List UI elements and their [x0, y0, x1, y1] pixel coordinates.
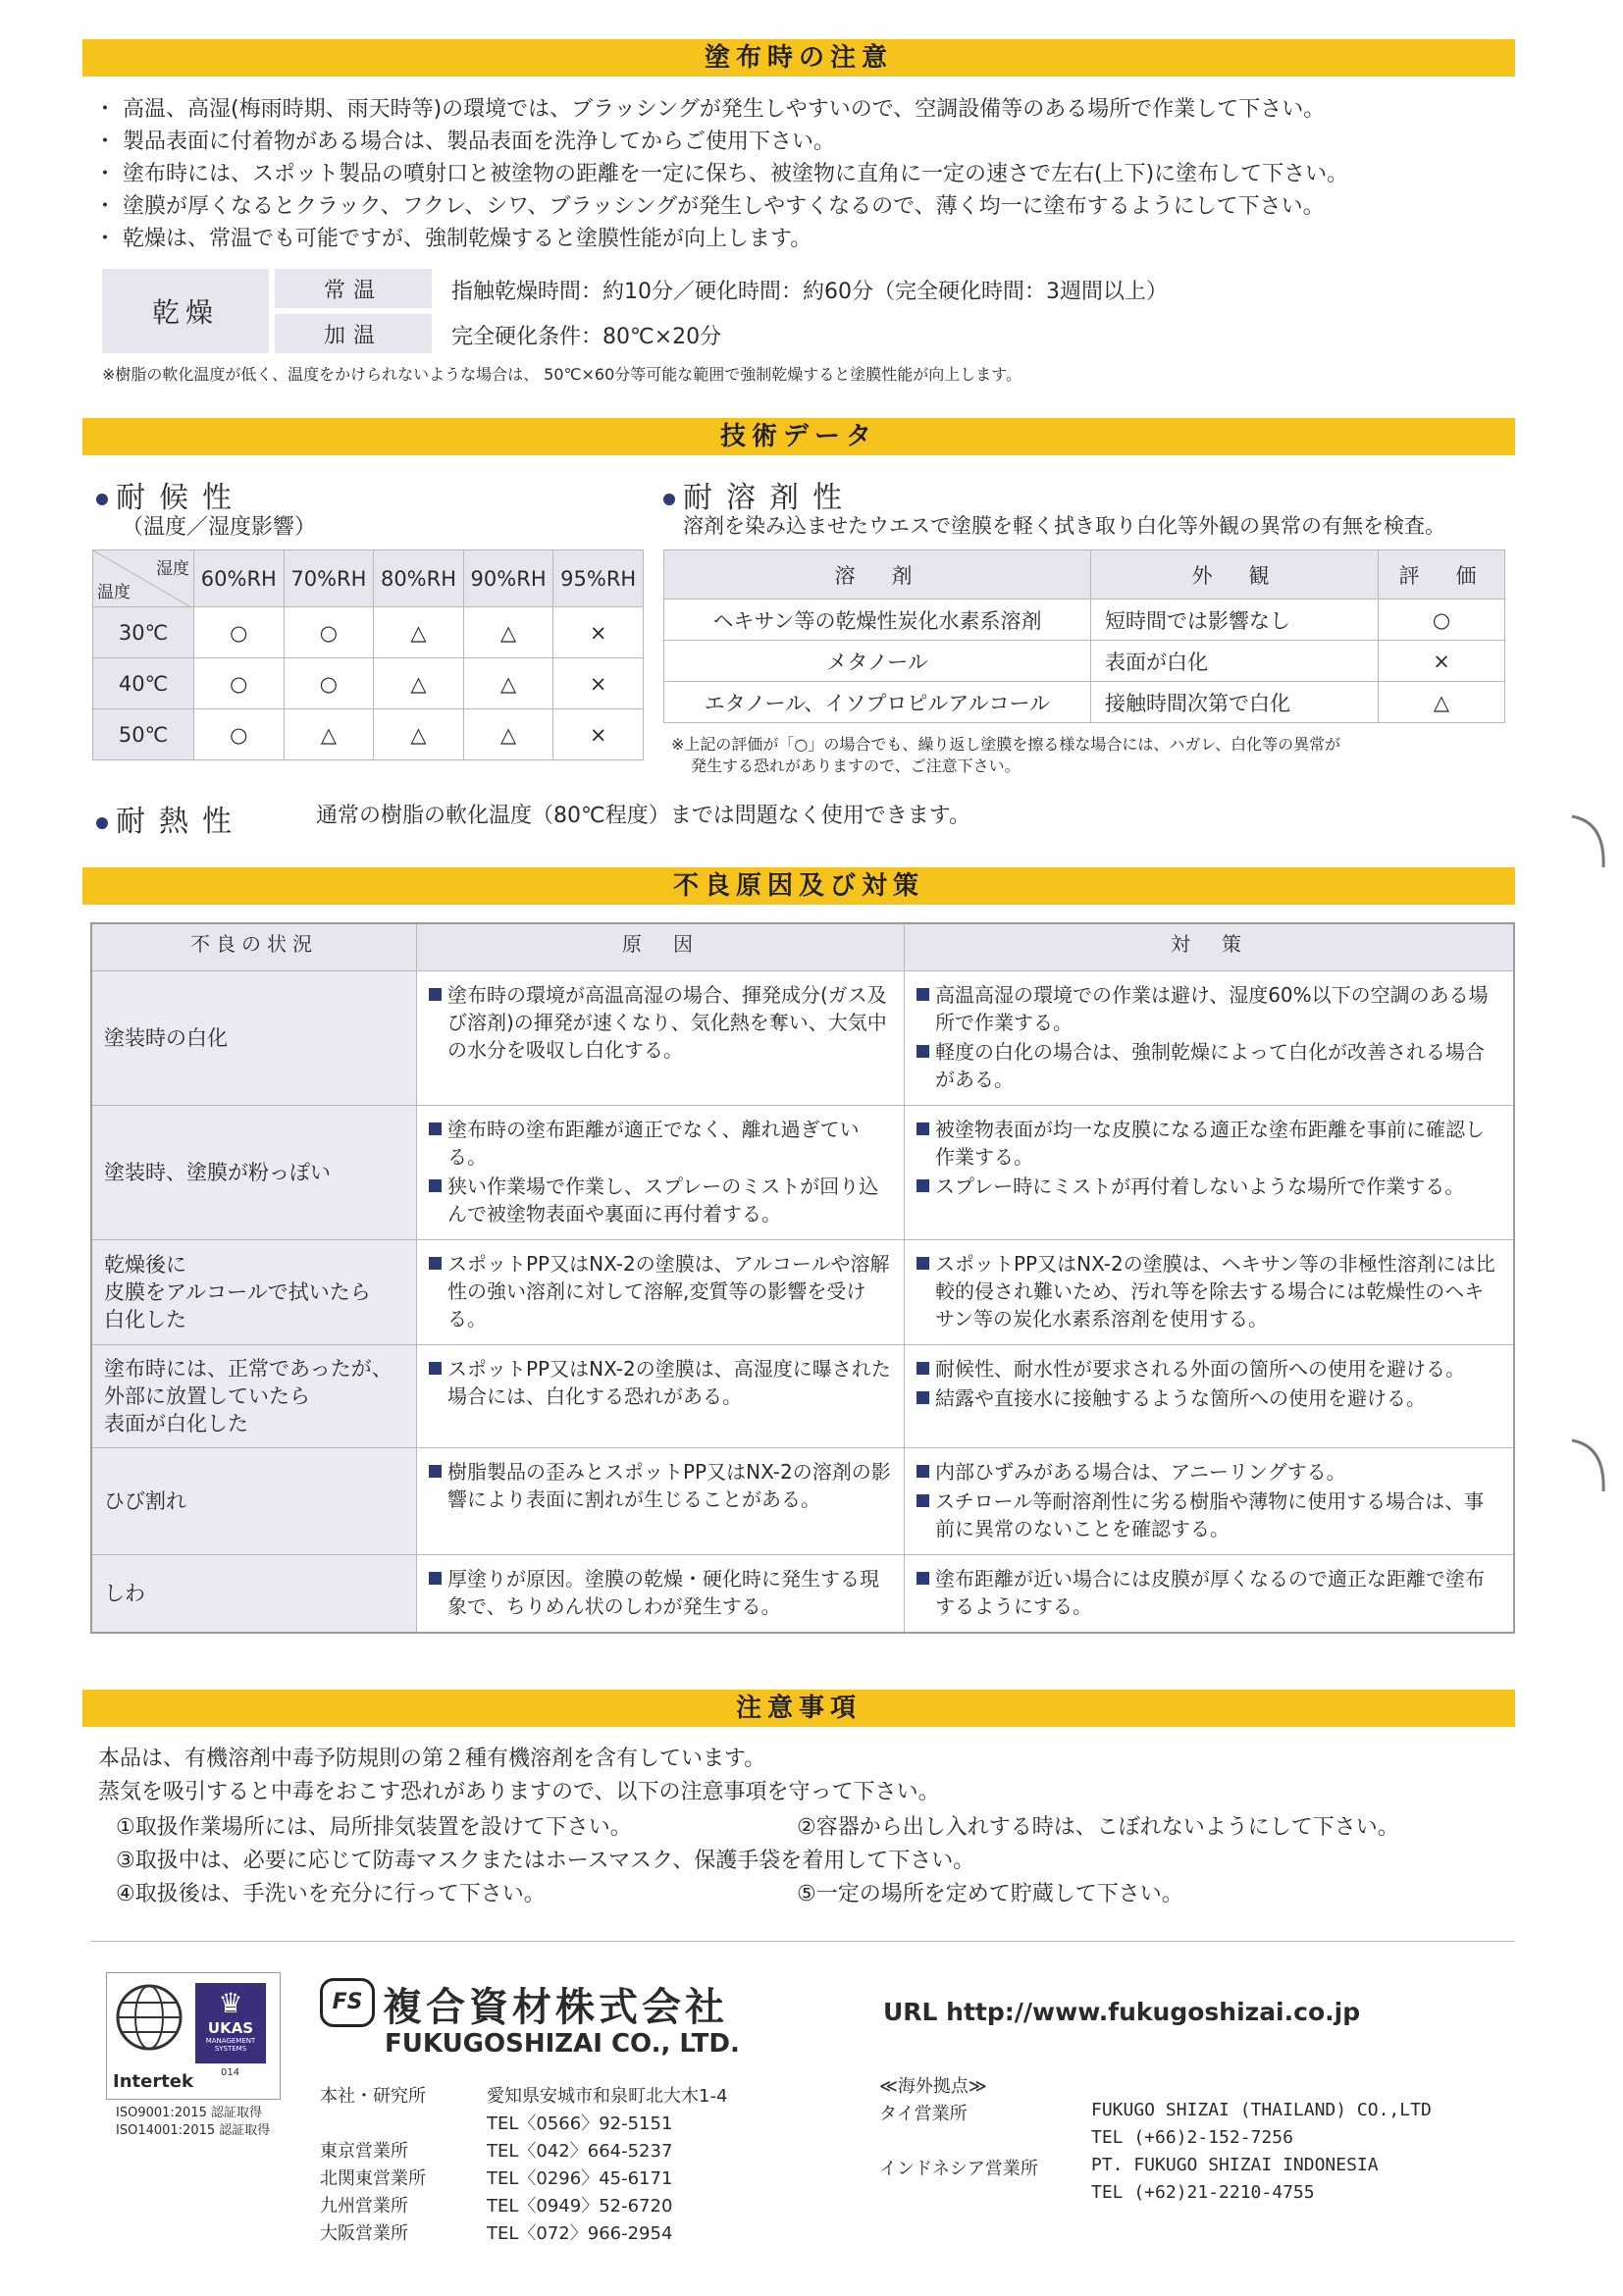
rating-header: 評 価 [1379, 550, 1505, 600]
condition-header: 不良の状況 [91, 923, 417, 970]
company-logo-mark: FS [320, 1978, 375, 2027]
bullet-item [429, 1173, 892, 1227]
condition-line: 塗布時には、正常であったが、 [104, 1356, 393, 1381]
caution-item: ②容器から出し入れする時は、こぼれないようにして下さい。 [797, 1815, 1399, 1840]
bullet-text: 塗布距離が近い場合には皮膜が厚くなるので適正な距離で塗布するようにする。 [935, 1566, 1485, 1618]
office-name: 九州営業所 [320, 2196, 408, 2217]
bullet-item [916, 1250, 1501, 1332]
intertek-label: Intertek [113, 2071, 193, 2092]
bullet-item [916, 1487, 1501, 1542]
square-bullet-icon [916, 1362, 929, 1375]
weather-row [93, 709, 644, 760]
overseas-company: PT. FUKUGO SHIZAI INDONESIA [1091, 2155, 1379, 2175]
rating-cell: ○ [194, 709, 285, 760]
bullet-item [429, 1565, 892, 1620]
bullet-text: 塗布時の環境が高温高湿の場合、揮発成分(ガス及び溶剤)の揮発が速くなり、気化熱を奪い、大気中の水分を吸収し白化する。 [447, 982, 887, 1062]
note-bullet: ・ 高温、高湿(梅雨時期、雨天時等)の環境では、ブラッシングが発生しやすいので、空調設備等のある場所で作業して下さい。 [94, 97, 1326, 122]
defect-cause [417, 1554, 905, 1633]
defect-cause [417, 1105, 905, 1239]
weather-table [92, 549, 644, 760]
bullet-text: スポットPP又はNX-2の塗膜は、アルコールや溶解性の強い溶剤に対して溶解,変質等の影響を受ける。 [447, 1251, 890, 1331]
hq-label: 本社・研究所 [320, 2086, 426, 2107]
defect-condition [91, 1447, 417, 1554]
rating-cell: △ [463, 658, 553, 709]
note-bullet: ・ 塗膜が厚くなるとクラック、フクレ、シワ、ブラッシングが発生しやすくなるので、薄く均一に塗布するようにして下さい。 [94, 194, 1325, 219]
ukas-logo: ♛ UKAS MANAGEMENT SYSTEMS [195, 1983, 266, 2063]
overseas-tel: TEL (+66)2-152-7256 [1091, 2127, 1293, 2148]
iso-label: ISO9001:2015 認証取得 [116, 2106, 262, 2120]
square-bullet-icon [429, 988, 442, 1001]
note-bullet: ・ 塗布時には、スポット製品の噴射口と被塗物の距離を一定に保ち、被塗物に直角に一定の速さで左右(上下)に塗布して下さい。 [94, 162, 1349, 186]
measure-header: 対 策 [905, 923, 1515, 970]
defect-row [91, 1554, 1514, 1633]
condition-line: 表面が白化した [104, 1411, 248, 1435]
caution-item: ③取扱中は、必要に応じて防毒マスクまたはホースマスク、保護手袋を着用して下さい。 [116, 1849, 975, 1873]
hq-address: 愛知県安城市和泉町北大木1-4 [487, 2086, 728, 2107]
bullet-text: 厚塗りが原因。塗膜の乾燥・硬化時に発生する現象で、ちりめん状のしわが発生する。 [447, 1566, 879, 1618]
defect-condition [91, 1105, 417, 1239]
solvent-row [664, 682, 1505, 723]
solvent-header: 溶 剤 [664, 550, 1091, 600]
bullet-item [916, 981, 1501, 1036]
iso-label: ISO14001:2015 認証取得 [116, 2123, 271, 2138]
rating-cell: △ [463, 607, 553, 658]
defect-row [91, 1447, 1514, 1554]
rating-cell: ○ [194, 607, 285, 658]
bullet-item [916, 1038, 1501, 1093]
bullet-text: 被塗物表面が均一な皮膜になる適正な塗布距離を事前に確認し作業する。 [935, 1117, 1485, 1169]
solvent-appearance: 短時間では影響なし [1091, 600, 1379, 641]
rating-cell: ○ [194, 658, 285, 709]
bullet-item [429, 981, 892, 1064]
defect-row [91, 1344, 1514, 1447]
bullet-item [916, 1565, 1501, 1620]
drying-row-name: 常温 [275, 269, 432, 308]
bullet-item [429, 1458, 892, 1513]
defect-measure [905, 970, 1515, 1105]
bullet-text: 塗布時の塗布距離が適正でなく、離れ過ぎている。 [447, 1117, 860, 1169]
drying-row-value: 完全硬化条件：80℃×20分 [451, 325, 722, 349]
bullet-text: 高温高湿の環境での作業は避け、湿度60%以下の空調のある場所で作業する。 [935, 982, 1489, 1034]
defect-measure [905, 1344, 1515, 1447]
bullet-text: 樹脂製品の歪みとスポットPP又はNX-2の溶剤の影響により表面に割れが生じることがある。 [447, 1459, 891, 1511]
condition-line: 外部に放置していたら [104, 1383, 310, 1408]
hq-tel: TEL〈0566〉92-5151 [487, 2113, 673, 2134]
section-title-cautions: 注意事項 [82, 1690, 1515, 1727]
drying-label: 乾燥 [102, 269, 269, 353]
defect-cause [417, 1447, 905, 1554]
solvent-table [663, 549, 1505, 723]
defect-condition [91, 1554, 417, 1633]
heat-title: 耐熱性 [96, 797, 245, 840]
weather-title: 耐候性 [96, 473, 245, 516]
defect-measure [905, 1239, 1515, 1344]
condition-line: ひび割れ [104, 1488, 186, 1513]
overseas-office-name: タイ営業所 [879, 2104, 968, 2124]
overseas-office-name: インドネシア営業所 [879, 2159, 1038, 2179]
footer-divider [90, 1941, 1515, 1942]
temp-label: 40℃ [93, 658, 194, 709]
company-name-en: FUKUGOSHIZAI CO., LTD. [385, 2029, 740, 2059]
square-bullet-icon [916, 1179, 929, 1192]
square-bullet-icon [916, 1465, 929, 1478]
bullet-dot-icon [96, 494, 108, 505]
binder-hole-icon [1570, 1436, 1609, 1495]
office-name: 北関東営業所 [320, 2168, 426, 2189]
office-tel: TEL〈0949〉52-6720 [487, 2196, 673, 2217]
drying-row-name: 加温 [275, 314, 432, 353]
weather-row [93, 607, 644, 658]
solvent-row [664, 641, 1505, 682]
office-tel: TEL〈042〉664-5237 [487, 2141, 673, 2162]
drying-note: ※樹脂の軟化温度が低く、温度をかけられないような場合は、 50℃×60分等可能な範囲で強制乾燥すると塗膜性能が向上します。 [102, 365, 1021, 384]
temp-label: 30℃ [93, 607, 194, 658]
square-bullet-icon [916, 988, 929, 1001]
square-bullet-icon [429, 1179, 442, 1192]
solvent-name: ヘキサン等の乾燥性炭化水素系溶剤 [664, 600, 1091, 641]
caution-line: 蒸気を吸引すると中毒をおこす恐れがありますので、以下の注意事項を守って下さい。 [98, 1780, 940, 1804]
rating-cell: × [553, 658, 644, 709]
solvent-title: 耐溶剤性 [663, 473, 856, 516]
solvent-rating: × [1379, 641, 1505, 682]
condition-line: しわ [104, 1581, 145, 1605]
solvent-row [664, 600, 1505, 641]
overseas-company: FUKUGO SHIZAI (THAILAND) CO.,LTD [1091, 2100, 1432, 2120]
caution-item: ⑤一定の場所を定めて貯蔵して下さい。 [797, 1882, 1183, 1906]
defect-condition [91, 1344, 417, 1447]
bullet-item [429, 1116, 892, 1171]
overseas-label: ≪海外拠点≫ [879, 2076, 987, 2097]
defect-cause [417, 1239, 905, 1344]
condition-line: 白化した [104, 1307, 186, 1331]
ukas-number: 014 [221, 2067, 240, 2078]
defect-measure [905, 1554, 1515, 1633]
office-name: 東京営業所 [320, 2141, 408, 2162]
section-title-tech-data: 技術データ [82, 418, 1515, 455]
defect-measure [905, 1447, 1515, 1554]
bullet-text: 結露や直接水に接触するような箇所への使用を避ける。 [935, 1385, 1426, 1410]
square-bullet-icon [429, 1572, 442, 1585]
bullet-item [916, 1384, 1501, 1412]
section-title-coating-notes: 塗布時の注意 [82, 39, 1515, 77]
square-bullet-icon [916, 1494, 929, 1507]
solvent-desc: 溶剤を染み込ませたウエスで塗膜を軽く拭き取り白化等外観の異常の有無を検査。 [683, 514, 1445, 538]
bullet-dot-icon [96, 817, 108, 829]
rating-cell: △ [374, 607, 464, 658]
office-name: 大阪営業所 [320, 2223, 408, 2244]
defect-condition [91, 1239, 417, 1344]
cause-header: 原 因 [417, 923, 905, 970]
bullet-text: スチロール等耐溶剤性に劣る樹脂や薄物に使用する場合は、事前に異常のないことを確認する。 [935, 1488, 1485, 1540]
bullet-text: スポットPP又はNX-2の塗膜は、高湿度に曝された場合には、白化する恐れがある。 [447, 1356, 891, 1408]
office-tel: TEL〈072〉966-2954 [487, 2223, 673, 2244]
solvent-appearance: 表面が白化 [1091, 641, 1379, 682]
rating-cell: △ [374, 658, 464, 709]
solvent-appearance: 接触時間次第で白化 [1091, 682, 1379, 723]
bullet-text: スプレー時にミストが再付着しないような場所で作業する。 [935, 1174, 1465, 1198]
weather-row [93, 658, 644, 709]
rating-cell: × [553, 607, 644, 658]
weather-corner: 湿度 温度 [93, 550, 194, 607]
condition-line: 塗装時の白化 [104, 1025, 228, 1050]
bullet-text: 狭い作業場で作業し、スプレーのミストが回り込んで被塗物表面や裏面に再付着する。 [447, 1174, 879, 1226]
humidity-col: 60%RH [194, 550, 285, 607]
caution-item: ①取扱作業場所には、局所排気装置を設けて下さい。 [116, 1815, 632, 1840]
note-bullet: ・ 乾燥は、常温でも可能ですが、強制乾燥すると塗膜性能が向上します。 [94, 227, 812, 251]
solvent-note: 発生する恐れがありますので、ご注意下さい。 [691, 757, 1021, 775]
bullet-text: 耐候性、耐水性が要求される外面の箇所への使用を避ける。 [935, 1356, 1465, 1381]
bullet-text: スポットPP又はNX-2の塗膜は、ヘキサン等の非極性溶剤には比較的侵され難いため、汚れ等を除去する場合には乾燥性のヘキサン等の炭化水素系溶剤を使用する。 [935, 1251, 1495, 1331]
weather-subtitle: （温度／湿度影響） [122, 515, 317, 540]
rating-cell: ○ [284, 607, 374, 658]
appearance-header: 外 観 [1091, 550, 1379, 600]
humidity-col: 70%RH [284, 550, 374, 607]
condition-line: 皮膜をアルコールで拭いたら [104, 1279, 371, 1304]
temp-label: 50℃ [93, 709, 194, 760]
note-bullet: ・ 製品表面に付着物がある場合は、製品表面を洗浄してからご使用下さい。 [94, 130, 835, 154]
rating-cell: △ [463, 709, 553, 760]
solvent-name: エタノール、イソプロピルアルコール [664, 682, 1091, 723]
condition-line: 乾燥後に [104, 1252, 186, 1277]
humidity-col: 90%RH [463, 550, 553, 607]
bullet-item [916, 1458, 1501, 1486]
solvent-rating: ○ [1379, 600, 1505, 641]
bullet-item [429, 1250, 892, 1332]
solvent-note: ※上記の評価が「○」の場合でも、繰り返し塗膜を擦る様な場合には、ハガレ、白化等の異常が [671, 735, 1341, 754]
humidity-col: 80%RH [374, 550, 464, 607]
square-bullet-icon [429, 1257, 442, 1270]
binder-hole-icon [1570, 812, 1609, 871]
condition-line: 塗装時、塗膜が粉っぽい [104, 1160, 331, 1184]
square-bullet-icon [916, 1257, 929, 1270]
square-bullet-icon [916, 1391, 929, 1404]
defect-row [91, 1105, 1514, 1239]
bullet-item [916, 1116, 1501, 1171]
defect-cause [417, 970, 905, 1105]
solvent-name: メタノール [664, 641, 1091, 682]
bullet-text: 軽度の白化の場合は、強制乾燥によって白化が改善される場合がある。 [935, 1039, 1485, 1091]
humidity-col: 95%RH [553, 550, 644, 607]
square-bullet-icon [916, 1045, 929, 1058]
rating-cell: ○ [284, 658, 374, 709]
rating-cell: × [553, 709, 644, 760]
caution-line: 本品は、有機溶剤中毒予防規則の第２種有機溶剤を含有しています。 [98, 1747, 766, 1771]
square-bullet-icon [429, 1362, 442, 1375]
defect-row [91, 1239, 1514, 1344]
square-bullet-icon [429, 1465, 442, 1478]
defect-table [90, 922, 1515, 1634]
caution-item: ④取扱後は、手洗いを充分に行って下さい。 [116, 1882, 546, 1906]
crown-icon: ♛ [218, 1987, 243, 2019]
defect-condition [91, 970, 417, 1105]
company-url[interactable]: URL http://www.fukugoshizai.co.jp [883, 1998, 1361, 2026]
rating-cell: △ [284, 709, 374, 760]
bullet-item [916, 1173, 1501, 1200]
square-bullet-icon [429, 1122, 442, 1135]
globe-icon [115, 1983, 183, 2052]
rating-cell: △ [374, 709, 464, 760]
solvent-rating: △ [1379, 682, 1505, 723]
bullet-dot-icon [663, 494, 675, 505]
certification-badge [106, 1972, 281, 2100]
overseas-tel: TEL (+62)21-2210-4755 [1091, 2182, 1315, 2203]
square-bullet-icon [916, 1122, 929, 1135]
bullet-item [916, 1355, 1501, 1383]
office-tel: TEL〈0296〉45-6171 [487, 2168, 673, 2189]
square-bullet-icon [916, 1572, 929, 1585]
section-title-defects: 不良原因及び対策 [82, 867, 1515, 905]
defect-row [91, 970, 1514, 1105]
bullet-text: 内部ひずみがある場合は、アニーリングする。 [935, 1459, 1346, 1484]
defect-measure [905, 1105, 1515, 1239]
heat-text: 通常の樹脂の軟化温度（80℃程度）までは問題なく使用できます。 [316, 804, 970, 828]
defect-cause [417, 1344, 905, 1447]
bullet-item [429, 1355, 892, 1410]
company-name-jp: 複合資材株式会社 [383, 1985, 728, 2030]
drying-row-value: 指触乾燥時間：約10分／硬化時間：約60分（完全硬化時間：3週間以上） [451, 280, 1168, 304]
